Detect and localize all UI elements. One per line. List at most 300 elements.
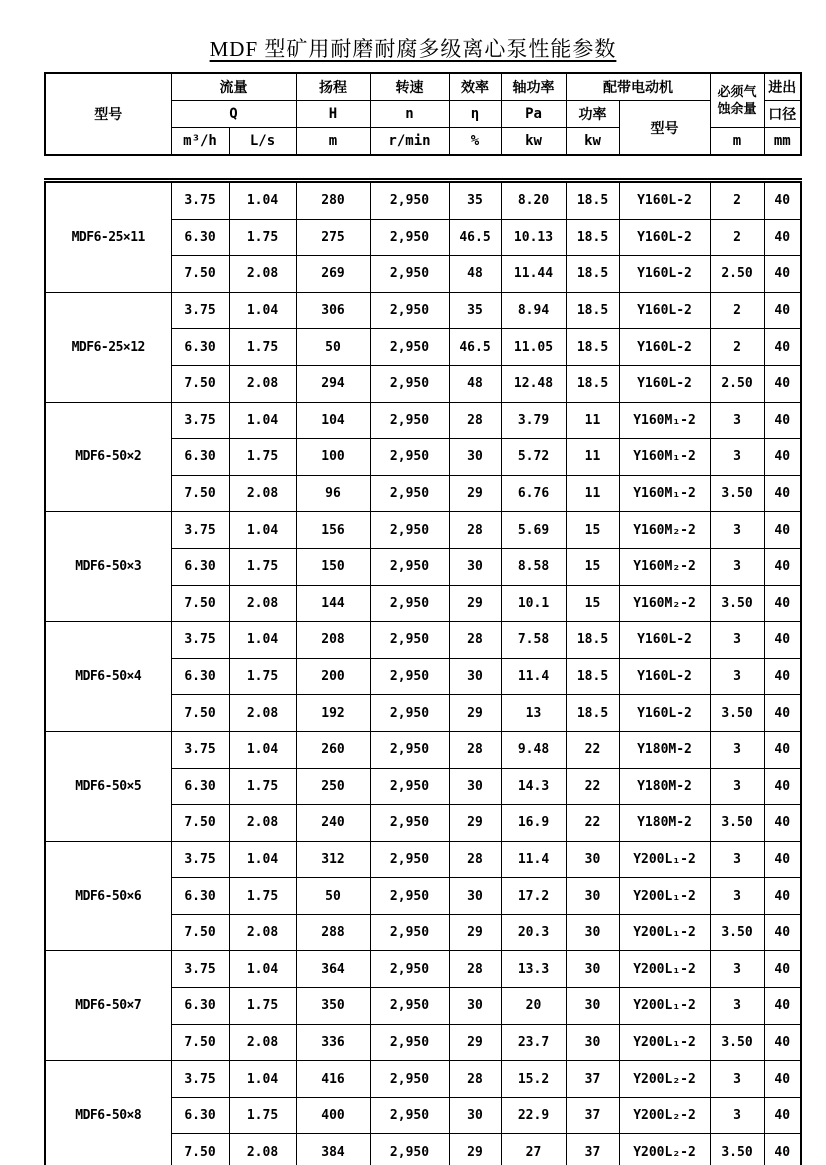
table-cell: 3 (710, 548, 764, 585)
table-cell: 6.76 (501, 475, 566, 512)
page-title: MDF 型矿用耐磨耐腐多级离心泵性能参数 (209, 37, 617, 61)
table-cell: 104 (296, 402, 370, 439)
table-cell: 6.30 (171, 658, 229, 695)
table-cell: 13 (501, 695, 566, 732)
table-cell: 3 (710, 1097, 764, 1134)
table-cell: Y160L-2 (619, 329, 710, 366)
table-cell: 1.75 (229, 1097, 296, 1134)
table-cell: Y160L-2 (619, 622, 710, 659)
table-cell: 40 (764, 219, 801, 256)
table-cell: 50 (296, 878, 370, 915)
table-cell: 2 (710, 181, 764, 220)
table-cell: 30 (566, 914, 619, 951)
table-cell: 30 (566, 951, 619, 988)
table-cell: 15 (566, 512, 619, 549)
header-speed-symbol: n (370, 101, 449, 128)
header-efficiency-unit: % (449, 128, 501, 156)
table-cell: 40 (764, 951, 801, 988)
table-cell: 40 (764, 256, 801, 293)
table-cell: 2.08 (229, 365, 296, 402)
table-cell: 29 (449, 475, 501, 512)
table-cell: 23.7 (501, 1024, 566, 1061)
header-npsh-line2: 蚀余量 (717, 100, 757, 116)
table-cell: Y160L-2 (619, 181, 710, 220)
table-cell: 2,950 (370, 768, 449, 805)
table-cell: 3 (710, 622, 764, 659)
table-cell: 2,950 (370, 256, 449, 293)
table-cell: 7.50 (171, 1024, 229, 1061)
model-cell: MDF6-50×3 (45, 512, 171, 622)
table-cell: 2,950 (370, 1024, 449, 1061)
header-npsh-unit: m (710, 128, 764, 156)
table-cell: Y200L₂-2 (619, 1061, 710, 1098)
model-group (45, 841, 801, 951)
table-cell: 3 (710, 402, 764, 439)
performance-table (44, 178, 802, 1165)
table-cell: 3.50 (710, 805, 764, 842)
table-cell: 275 (296, 219, 370, 256)
table-cell: 7.50 (171, 365, 229, 402)
table-cell: 40 (764, 914, 801, 951)
table-cell: 1.75 (229, 329, 296, 366)
table-cell: 30 (566, 841, 619, 878)
table-row (45, 402, 801, 439)
table-row (45, 951, 801, 988)
table-cell: 28 (449, 512, 501, 549)
table-cell: Y200L₂-2 (619, 1097, 710, 1134)
table-cell: 30 (449, 768, 501, 805)
table-cell: 2,950 (370, 658, 449, 695)
table-row (45, 292, 801, 329)
table-cell: Y200L₂-2 (619, 1134, 710, 1165)
table-cell: Y180M-2 (619, 768, 710, 805)
table-cell: 10.13 (501, 219, 566, 256)
table-cell: 3 (710, 951, 764, 988)
table-cell: 10.1 (501, 585, 566, 622)
model-cell: MDF6-25×11 (45, 181, 171, 293)
table-cell: 3.75 (171, 181, 229, 220)
table-cell: 400 (296, 1097, 370, 1134)
table-cell: 2.08 (229, 256, 296, 293)
table-cell: 48 (449, 256, 501, 293)
header-flow: 流量 (171, 73, 296, 101)
table-cell: 30 (449, 658, 501, 695)
table-cell: 280 (296, 181, 370, 220)
table-cell: Y160M₂-2 (619, 585, 710, 622)
table-cell: 2.08 (229, 475, 296, 512)
table-cell: 2,950 (370, 402, 449, 439)
table-cell: Y200L₁-2 (619, 951, 710, 988)
table-row (45, 622, 801, 659)
header-head-unit: m (296, 128, 370, 156)
table-cell: 30 (566, 1024, 619, 1061)
table-cell: 7.50 (171, 256, 229, 293)
table-cell: 384 (296, 1134, 370, 1165)
table-cell: 13.3 (501, 951, 566, 988)
table-cell: 40 (764, 585, 801, 622)
header-port-unit: mm (764, 128, 801, 156)
table-cell: 1.75 (229, 219, 296, 256)
model-cell: MDF6-50×2 (45, 402, 171, 512)
header-head-symbol: H (296, 101, 370, 128)
model-group (45, 1061, 801, 1165)
header-shaft-power: 轴功率 (501, 73, 566, 101)
table-cell: 18.5 (566, 365, 619, 402)
table-cell: 3 (710, 841, 764, 878)
header-model: 型号 (45, 73, 171, 155)
model-group (45, 181, 801, 293)
table-cell: 2.50 (710, 256, 764, 293)
table-cell: 2 (710, 329, 764, 366)
table-cell: 2.08 (229, 805, 296, 842)
header-head: 扬程 (296, 73, 370, 101)
table-cell: 2,950 (370, 475, 449, 512)
table-cell: 2,950 (370, 878, 449, 915)
table-cell: 18.5 (566, 219, 619, 256)
table-row (45, 512, 801, 549)
model-group (45, 622, 801, 732)
header-port-line1: 进出 (764, 73, 801, 101)
table-cell: 7.50 (171, 585, 229, 622)
table-cell: 30 (449, 878, 501, 915)
model-cell: MDF6-25×12 (45, 292, 171, 402)
table-cell: 1.04 (229, 292, 296, 329)
table-cell: 1.04 (229, 841, 296, 878)
table-cell: 11 (566, 402, 619, 439)
table-row (45, 841, 801, 878)
table-cell: 2.08 (229, 1024, 296, 1061)
table-cell: 3 (710, 512, 764, 549)
table-cell: 11.44 (501, 256, 566, 293)
table-cell: 1.04 (229, 731, 296, 768)
table-cell: 40 (764, 841, 801, 878)
table-cell: 5.72 (501, 439, 566, 476)
table-cell: 156 (296, 512, 370, 549)
table-cell: 1.04 (229, 181, 296, 220)
table-cell: Y180M-2 (619, 805, 710, 842)
table-cell: 40 (764, 365, 801, 402)
table-cell: 2,950 (370, 548, 449, 585)
table-cell: 30 (449, 1097, 501, 1134)
table-cell: 1.75 (229, 658, 296, 695)
table-cell: 3.75 (171, 951, 229, 988)
table-cell: 312 (296, 841, 370, 878)
table-cell: 2,950 (370, 1097, 449, 1134)
table-cell: 40 (764, 622, 801, 659)
table-cell: 250 (296, 768, 370, 805)
table-cell: 48 (449, 365, 501, 402)
table-cell: 20.3 (501, 914, 566, 951)
table-cell: 7.50 (171, 805, 229, 842)
table-cell: 3 (710, 768, 764, 805)
header-flow-unit-m3h: m³/h (171, 128, 229, 156)
table-cell: 30 (566, 878, 619, 915)
table-cell: Y160L-2 (619, 365, 710, 402)
table-cell: 1.75 (229, 878, 296, 915)
table-cell: Y160L-2 (619, 658, 710, 695)
table-cell: 11.05 (501, 329, 566, 366)
table-cell: 11.4 (501, 841, 566, 878)
table-cell: 30 (449, 988, 501, 1025)
table-cell: 240 (296, 805, 370, 842)
table-cell: 28 (449, 841, 501, 878)
table-cell: Y200L₁-2 (619, 1024, 710, 1061)
table-cell: 40 (764, 292, 801, 329)
table-cell: Y160M₁-2 (619, 439, 710, 476)
table-cell: 29 (449, 585, 501, 622)
title-row (0, 33, 826, 63)
table-cell: 35 (449, 181, 501, 220)
table-cell: 2,950 (370, 841, 449, 878)
table-cell: 37 (566, 1061, 619, 1098)
table-cell: Y200L₁-2 (619, 914, 710, 951)
table-cell: 416 (296, 1061, 370, 1098)
table-cell: 7.58 (501, 622, 566, 659)
table-cell: 50 (296, 329, 370, 366)
table-cell: 2,950 (370, 439, 449, 476)
table-cell: 6.30 (171, 439, 229, 476)
model-cell: MDF6-50×8 (45, 1061, 171, 1165)
table-cell: 2 (710, 292, 764, 329)
table-cell: 28 (449, 402, 501, 439)
table-cell: 40 (764, 329, 801, 366)
table-cell: 2,950 (370, 219, 449, 256)
table-cell: 5.69 (501, 512, 566, 549)
table-cell: 6.30 (171, 329, 229, 366)
table-cell: 6.30 (171, 878, 229, 915)
table-cell: Y160L-2 (619, 256, 710, 293)
table-cell: 3.50 (710, 914, 764, 951)
table-cell: 294 (296, 365, 370, 402)
table-cell: 18.5 (566, 658, 619, 695)
table-cell: 11.4 (501, 658, 566, 695)
table-cell: 2.08 (229, 914, 296, 951)
table-cell: 40 (764, 1061, 801, 1098)
table-cell: 17.2 (501, 878, 566, 915)
table-cell: 2,950 (370, 512, 449, 549)
table-cell: 3.79 (501, 402, 566, 439)
table-cell: 2,950 (370, 1061, 449, 1098)
table-cell: 15 (566, 548, 619, 585)
table-cell: 1.75 (229, 988, 296, 1025)
table-cell: Y160L-2 (619, 219, 710, 256)
table-cell: 30 (449, 548, 501, 585)
table-cell: 29 (449, 1024, 501, 1061)
table-cell: 28 (449, 1061, 501, 1098)
table-cell: 11 (566, 439, 619, 476)
table-row (45, 731, 801, 768)
table-cell: Y160M₁-2 (619, 402, 710, 439)
table-cell: 29 (449, 695, 501, 732)
header-efficiency: 效率 (449, 73, 501, 101)
table-cell: 3.50 (710, 585, 764, 622)
table-cell: 144 (296, 585, 370, 622)
header-port-line2: 口径 (764, 101, 801, 128)
table-cell: 37 (566, 1097, 619, 1134)
table-cell: 2.50 (710, 365, 764, 402)
table-cell: 40 (764, 1134, 801, 1165)
table-cell: 3.50 (710, 695, 764, 732)
table-cell: 18.5 (566, 329, 619, 366)
table-cell: 2,950 (370, 731, 449, 768)
table-cell: Y200L₁-2 (619, 841, 710, 878)
table-cell: 18.5 (566, 695, 619, 732)
table-cell: 27 (501, 1134, 566, 1165)
table-cell: 40 (764, 731, 801, 768)
table-cell: 28 (449, 951, 501, 988)
table-cell: Y200L₁-2 (619, 988, 710, 1025)
table-cell: 2,950 (370, 181, 449, 220)
table-cell: 3.50 (710, 1024, 764, 1061)
table-cell: 1.75 (229, 548, 296, 585)
table-cell: 37 (566, 1134, 619, 1165)
table-cell: 20 (501, 988, 566, 1025)
table-cell: Y160M₁-2 (619, 475, 710, 512)
table-cell: 364 (296, 951, 370, 988)
table-cell: Y180M-2 (619, 731, 710, 768)
table-cell: 3 (710, 731, 764, 768)
table-cell: 350 (296, 988, 370, 1025)
table-cell: 3 (710, 878, 764, 915)
table-cell: 22 (566, 731, 619, 768)
table-cell: 6.30 (171, 219, 229, 256)
table-cell: 260 (296, 731, 370, 768)
table-cell: 2,950 (370, 914, 449, 951)
model-group (45, 402, 801, 512)
table-cell: 40 (764, 658, 801, 695)
header-motor-power: 功率 (566, 101, 619, 128)
table-cell: 29 (449, 805, 501, 842)
table-cell: 40 (764, 548, 801, 585)
model-group (45, 951, 801, 1061)
table-cell: 2,950 (370, 695, 449, 732)
table-cell: 100 (296, 439, 370, 476)
table-cell: 40 (764, 512, 801, 549)
table-cell: 3.75 (171, 841, 229, 878)
header-shaft-power-unit: kw (501, 128, 566, 156)
header-motor: 配带电动机 (566, 73, 710, 101)
table-cell: 14.3 (501, 768, 566, 805)
model-cell: MDF6-50×6 (45, 841, 171, 951)
header-shaft-power-symbol: Pa (501, 101, 566, 128)
table-cell: 40 (764, 878, 801, 915)
table-cell: 3.75 (171, 731, 229, 768)
table-cell: 28 (449, 622, 501, 659)
table-cell: 18.5 (566, 622, 619, 659)
table-cell: 35 (449, 292, 501, 329)
table-cell: 2,950 (370, 329, 449, 366)
table-cell: 2.08 (229, 695, 296, 732)
table-cell: 6.30 (171, 988, 229, 1025)
header-speed-unit: r/min (370, 128, 449, 156)
table-cell: 9.48 (501, 731, 566, 768)
table-cell: 1.04 (229, 622, 296, 659)
model-cell: MDF6-50×4 (45, 622, 171, 732)
table-cell: 7.50 (171, 914, 229, 951)
table-cell: 3.75 (171, 622, 229, 659)
table-cell: 3 (710, 1061, 764, 1098)
table-cell: 208 (296, 622, 370, 659)
table-cell: 22.9 (501, 1097, 566, 1134)
table-cell: 2,950 (370, 292, 449, 329)
table-cell: 1.04 (229, 951, 296, 988)
table-cell: 40 (764, 1024, 801, 1061)
table-cell: 3 (710, 658, 764, 695)
model-group (45, 512, 801, 622)
table-cell: 3.75 (171, 512, 229, 549)
table-cell: 8.20 (501, 181, 566, 220)
table-cell: 29 (449, 1134, 501, 1165)
table-cell: 46.5 (449, 329, 501, 366)
table-cell: 3.50 (710, 1134, 764, 1165)
table-cell: 7.50 (171, 695, 229, 732)
model-cell: MDF6-50×5 (45, 731, 171, 841)
header-flow-symbol: Q (171, 101, 296, 128)
table-cell: 8.94 (501, 292, 566, 329)
table-cell: 40 (764, 439, 801, 476)
table-cell: 18.5 (566, 256, 619, 293)
table-cell: 18.5 (566, 292, 619, 329)
table-cell: 18.5 (566, 181, 619, 220)
table-cell: 7.50 (171, 475, 229, 512)
table-cell: 2,950 (370, 1134, 449, 1165)
table-cell: 2,950 (370, 988, 449, 1025)
table-row (45, 1061, 801, 1098)
header-motor-power-unit: kw (566, 128, 619, 156)
table-cell: Y160L-2 (619, 695, 710, 732)
table-cell: 269 (296, 256, 370, 293)
table-cell: 288 (296, 914, 370, 951)
table-cell: 3.75 (171, 1061, 229, 1098)
table-cell: 40 (764, 768, 801, 805)
table-cell: 40 (764, 181, 801, 220)
table-cell: 3.75 (171, 292, 229, 329)
table-cell: 1.75 (229, 768, 296, 805)
table-cell: 2.08 (229, 585, 296, 622)
table-cell: 2,950 (370, 805, 449, 842)
table-row (45, 181, 801, 220)
table-cell: 2,950 (370, 585, 449, 622)
table-cell: 3 (710, 988, 764, 1025)
table-cell: 306 (296, 292, 370, 329)
model-cell: MDF6-50×7 (45, 951, 171, 1061)
table-cell: 6.30 (171, 1097, 229, 1134)
model-group (45, 292, 801, 402)
header-npsh-line1: 必须气 (717, 84, 757, 100)
header-speed: 转速 (370, 73, 449, 101)
table-cell: 7.50 (171, 1134, 229, 1165)
table-cell: 29 (449, 914, 501, 951)
table-cell: 150 (296, 548, 370, 585)
table-cell: 40 (764, 402, 801, 439)
table-cell: 96 (296, 475, 370, 512)
table-cell: 2,950 (370, 951, 449, 988)
table-cell: 15.2 (501, 1061, 566, 1098)
table-cell: 16.9 (501, 805, 566, 842)
table-cell: 3 (710, 439, 764, 476)
table-cell: 6.30 (171, 768, 229, 805)
table-cell: 30 (566, 988, 619, 1025)
table-cell: 15 (566, 585, 619, 622)
table-cell: 3.75 (171, 402, 229, 439)
table-cell: 12.48 (501, 365, 566, 402)
table-cell: 40 (764, 988, 801, 1025)
table-cell: 22 (566, 768, 619, 805)
table-cell: 40 (764, 1097, 801, 1134)
table-cell: 200 (296, 658, 370, 695)
table-cell: 2,950 (370, 365, 449, 402)
header-flow-unit-ls: L/s (229, 128, 296, 156)
